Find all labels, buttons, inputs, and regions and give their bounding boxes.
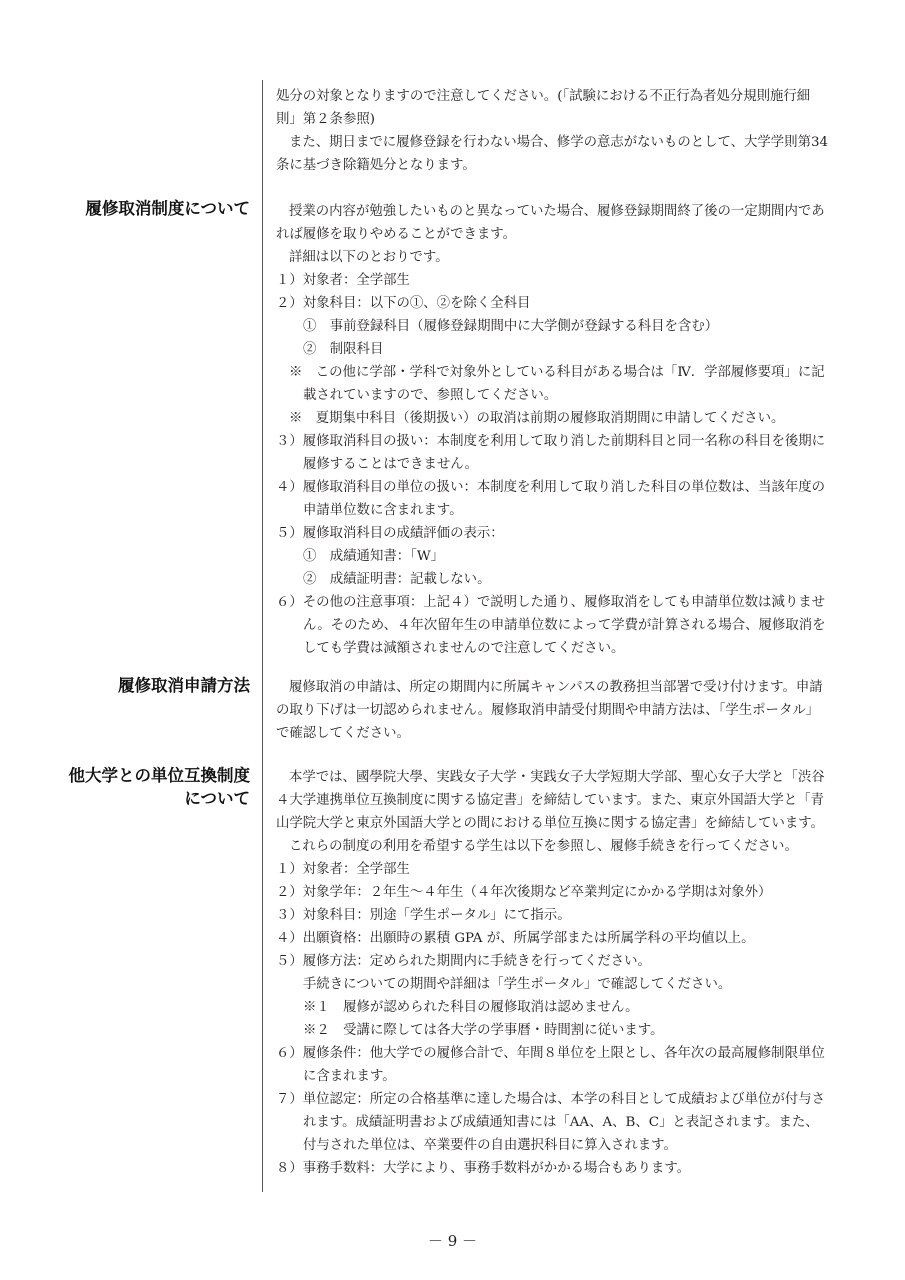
body-text-line: ７）単位認定：所定の合格基準に達した場合は、本学の科目として成績および単位が付与さ — [276, 1092, 826, 1107]
body-text-line: 詳細は以下のとおりです。 — [289, 250, 449, 265]
body-text-line: ２）対象科目：以下の①、②を除く全科目 — [276, 296, 531, 311]
body-text-line: ① 成績通知書：「W」 — [303, 549, 444, 564]
body-text-line: 条に基づき除籍処分となります。 — [276, 158, 476, 173]
body-text-line: 手続きについての期間や詳細は「学生ポータル」で確認してください。 — [303, 977, 732, 992]
body-text-line: ① 事前登録科目（履修登録期間中に大学側が登録する科目を含む） — [303, 319, 719, 334]
section-heading-withdrawal-application — [118, 674, 250, 697]
page-number: － 9 － — [427, 1232, 478, 1250]
body-text-line: ん。そのため、４年次留年生の申請単位数によって学費が計算される場合、履修取消を — [303, 618, 826, 633]
body-text-line: １）対象者：全学部生 — [276, 273, 410, 288]
body-text-line: ５）履修方法：定められた期間内に手続きを行ってください。 — [276, 954, 651, 969]
body-text-line: 載されていますので、参照してください。 — [303, 388, 558, 403]
section-body-credit-transfer-system — [276, 766, 852, 1180]
body-text-line: ※２ 受講に際しては各大学の学事暦・時間割に従います。 — [303, 1023, 664, 1038]
body-text-line: ４）履修取消科目の単位の扱い：本制度を利用して取り消した科目の単位数は、当該年度の — [276, 480, 826, 495]
body-text-line: ６）履修条件：他大学での履修合計で、年間８単位を上限とし、各年次の最高履修制限単位 — [276, 1046, 825, 1061]
body-text-line: 処分の対象となりますので注意してください。(「試験における不正行為者処分規則施行細 — [276, 89, 811, 104]
body-text-line: ８）事務手数料：大学により、事務手数料がかかる場合もあります。 — [276, 1161, 691, 1176]
section-heading-course-withdrawal-system — [85, 197, 250, 220]
heading-line: 他大学との単位互換制度 — [68, 766, 250, 785]
body-text-line: 本学では、國學院大學、実践女子大学・実践女子大学短期大学部、聖心女子大学と「渋谷 — [289, 770, 825, 785]
body-text-line: 則」第２条参照) — [276, 112, 375, 127]
body-text-line: の取り下げは一切認められません。履修取消申請受付期間や申請方法は、「学生ポータル」 — [276, 703, 820, 718]
body-text-line: ※１ 履修が認められた科目の履修取消は認めません。 — [303, 1000, 639, 1015]
body-text-line: 山学院大学と東京外国語大学との間における単位互換に関する協定書」を締結しています。 — [276, 816, 824, 831]
heading-line: 履修取消申請方法 — [118, 676, 250, 695]
body-text-line: １）対象者：全学部生 — [276, 862, 410, 877]
body-text-line: ※ この他に学部・学科で対象外としている科目がある場合は「Ⅳ．学部履修要項」に記 — [289, 365, 825, 380]
section-body-withdrawal-application — [276, 676, 852, 745]
section-heading-credit-transfer-system — [69, 764, 251, 810]
body-text-line: ３）履修取消科目の扱い：本制度を利用して取り消した前期科目と同一名称の科目を後期に — [276, 434, 826, 449]
body-text-line: また、期日までに履修登録を行わない場合、修学の意志がないものとして、大学学則第34 — [289, 135, 829, 150]
section-body-intro-continuation — [276, 85, 852, 177]
body-text-line: ５）履修取消科目の成績評価の表示： — [276, 526, 504, 541]
body-text-line: 付与された単位は、卒業要件の自由選択科目に算入されます。 — [303, 1138, 677, 1153]
section-body-course-withdrawal-system — [276, 200, 852, 660]
body-text-line: ３）対象科目：別途「学生ポータル」にて指示。 — [276, 908, 571, 923]
body-text-line: に含まれます。 — [303, 1069, 396, 1084]
body-text-line: れば履修を取りやめることができます。 — [276, 227, 516, 242]
body-text-line: ４大学連携単位互換制度に関する協定書」を締結しています。また、東京外国語大学と「青 — [276, 793, 824, 808]
body-text-line: ② 制限科目 — [303, 342, 384, 357]
body-text-line: ４）出願資格：出願時の累積 GPA が、所属学部または所属学科の平均値以上。 — [276, 931, 755, 946]
body-text-line: しても学費は減額されませんので注意してください。 — [303, 641, 625, 656]
body-text-line: ２）対象学年：２年生～４年生（４年次後期など卒業判定にかかる学期は対象外） — [276, 885, 772, 900]
vertical-divider — [262, 80, 263, 1192]
body-text-line: で確認してください。 — [276, 726, 410, 741]
body-text-line: 履修取消の申請は、所定の期間内に所属キャンパスの教務担当部署で受け付けます。申請 — [289, 680, 823, 695]
body-text-line: これらの制度の利用を希望する学生は以下を参照し、履修手続きを行ってください。 — [289, 839, 798, 854]
body-text-line: 履修することはできません。 — [303, 457, 478, 472]
body-text-line: れます。成績証明書および成績通知書には「AA、A、B、C」と表記されます。また、 — [303, 1115, 819, 1130]
body-text-line: ※ 夏期集中科目（後期扱い）の取消は前期の履修取消期間に申請してください。 — [289, 411, 785, 426]
body-text-line: ② 成績証明書：記載しない。 — [303, 572, 491, 587]
body-text-line: 授業の内容が勉強したいものと異なっていた場合、履修登録期間終了後の一定期間内であ — [289, 204, 825, 219]
heading-line: について — [184, 789, 250, 808]
body-text-line: 申請単位数に含まれます。 — [303, 503, 463, 518]
body-text-line: ６）その他の注意事項：上記４）で説明した通り、履修取消をしても申請単位数は減りませ — [276, 595, 826, 610]
heading-line: 履修取消制度について — [85, 199, 250, 218]
